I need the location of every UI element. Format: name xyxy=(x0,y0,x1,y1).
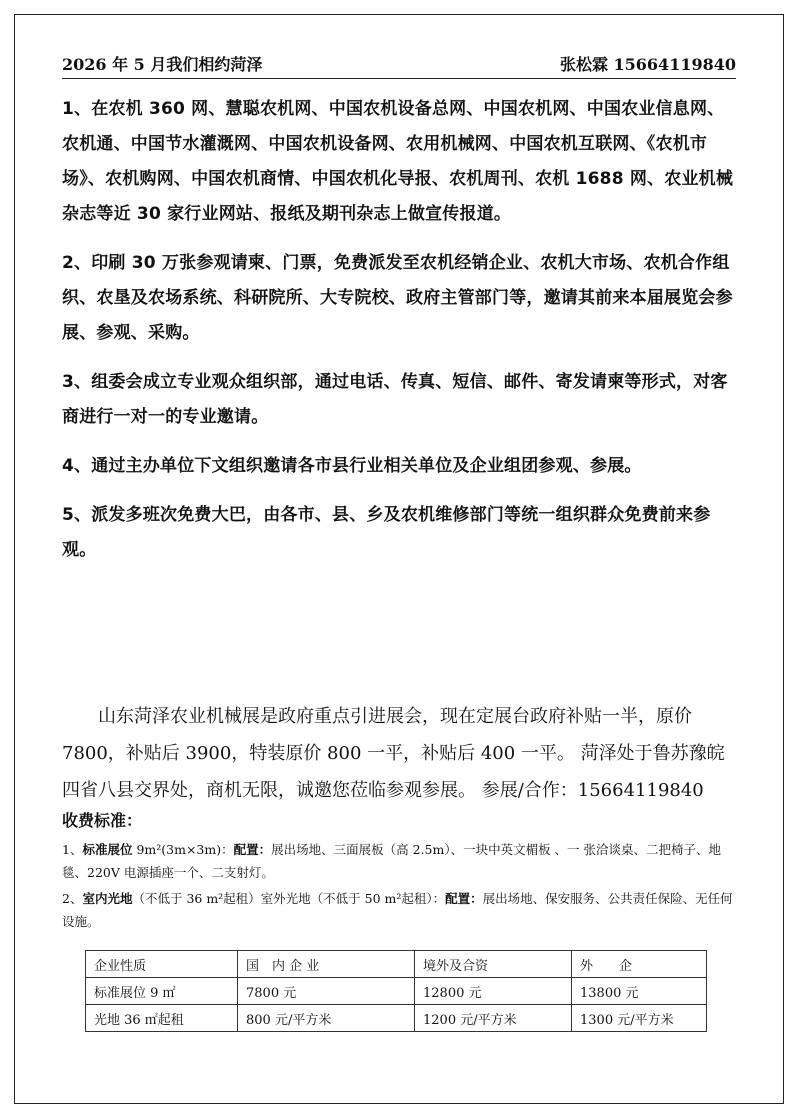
table-cell: 1300 元/平方米 xyxy=(572,1005,707,1032)
promotion-item-5: 5、派发多班次免费大巴，由各市、县、乡及农机维修部门等统一组织群众免费前来参观。 xyxy=(62,505,711,560)
table-header-cell: 外 企 xyxy=(572,951,707,978)
fee-2-label: 室内光地 xyxy=(82,891,133,906)
fee-2-text2: 展出场地、保安服务、公共责任保险、无任何设施。 xyxy=(62,891,733,929)
price-table xyxy=(85,950,707,1032)
fee-2-text: （不低于 36 m²起租）室外光地（不低于 50 m²起租）： xyxy=(132,891,446,906)
fee-title: 收费标准： xyxy=(62,811,143,830)
fee-1-prefix: 1、 xyxy=(62,842,83,857)
fee-raw-space xyxy=(62,887,742,933)
page-header xyxy=(62,52,736,79)
fee-1-label: 标准展位 xyxy=(82,842,133,857)
promotion-item-1: 1、在农机 360 网、慧聪农机网、中国农机设备总网、中国农机网、中国农业信息网、农机通、中国节水灌溉网、中国农机设备网、农用机械网、中国农机互联网、《农机市场》、农机购网、中国农机商情、中国农机化导报、农机周刊、农机 1688 网、农业机械杂志等近 30 家行业网站、报纸及期刊杂志上做宣传报道。 xyxy=(62,99,734,224)
table-header-cell: 境外及合资 xyxy=(415,951,572,978)
table-cell: 标准展位 9 ㎡ xyxy=(86,978,238,1005)
table-cell: 12800 元 xyxy=(415,978,572,1005)
promotion-list xyxy=(62,92,740,582)
promotion-item-4: 4、通过主办单位下文组织邀请各市县行业相关单位及企业组团参观、参展。 xyxy=(62,456,642,476)
fee-1-config-label: 配置： xyxy=(233,842,272,857)
fee-2-config-label: 配置： xyxy=(445,891,483,906)
header-title: 2026 年 5 月我们相约菏泽 xyxy=(62,55,263,74)
table-cell: 光地 36 ㎡起租 xyxy=(86,1005,238,1032)
table-header-row xyxy=(86,951,707,978)
intro-paragraph: 山东菏泽农业机械展是政府重点引进展会，现在定展台政府补贴一半，原价 7800，补贴后 3900，特装原价 800 一平，补贴后 400 一平。 菏泽处于鲁苏豫皖四省八县交界处，商机无限，诚邀您莅临参观参展。 参展/合作：15664119840 xyxy=(62,706,725,801)
fee-1-text: 展出场地、三面展板（高 2.5m）、一块中英文楣板 、一 张洽谈桌、二把椅子、地毯、220V 电源插座一个、二支射灯。 xyxy=(62,842,722,880)
table-header-cell: 国 内 企 业 xyxy=(238,951,415,978)
header-contact: 张松霖 15664119840 xyxy=(559,55,736,74)
table-cell: 7800 元 xyxy=(238,978,415,1005)
table-cell: 1200 元/平方米 xyxy=(415,1005,572,1032)
table-cell: 800 元/平方米 xyxy=(238,1005,415,1032)
table-cell: 13800 元 xyxy=(572,978,707,1005)
fee-1-size: 9m²(3m×3m)： xyxy=(132,842,234,857)
table-row xyxy=(86,978,707,1005)
table-header-cell: 企业性质 xyxy=(86,951,238,978)
promotion-item-2: 2、印刷 30 万张参观请柬、门票，免费派发至农机经销企业、农机大市场、农机合作组织、农垦及农场系统、科研院所、大专院校、政府主管部门等，邀请其前来本届展览会参展、参观、采购。 xyxy=(62,253,733,343)
table-row xyxy=(86,1005,707,1032)
fee-standard-booth xyxy=(62,838,742,884)
promotion-item-3: 3、组委会成立专业观众组织部，通过电话、传真、短信、邮件、寄发请柬等形式，对客商进行一对一的专业邀请。 xyxy=(62,372,728,427)
fee-2-prefix: 2、 xyxy=(62,891,83,906)
